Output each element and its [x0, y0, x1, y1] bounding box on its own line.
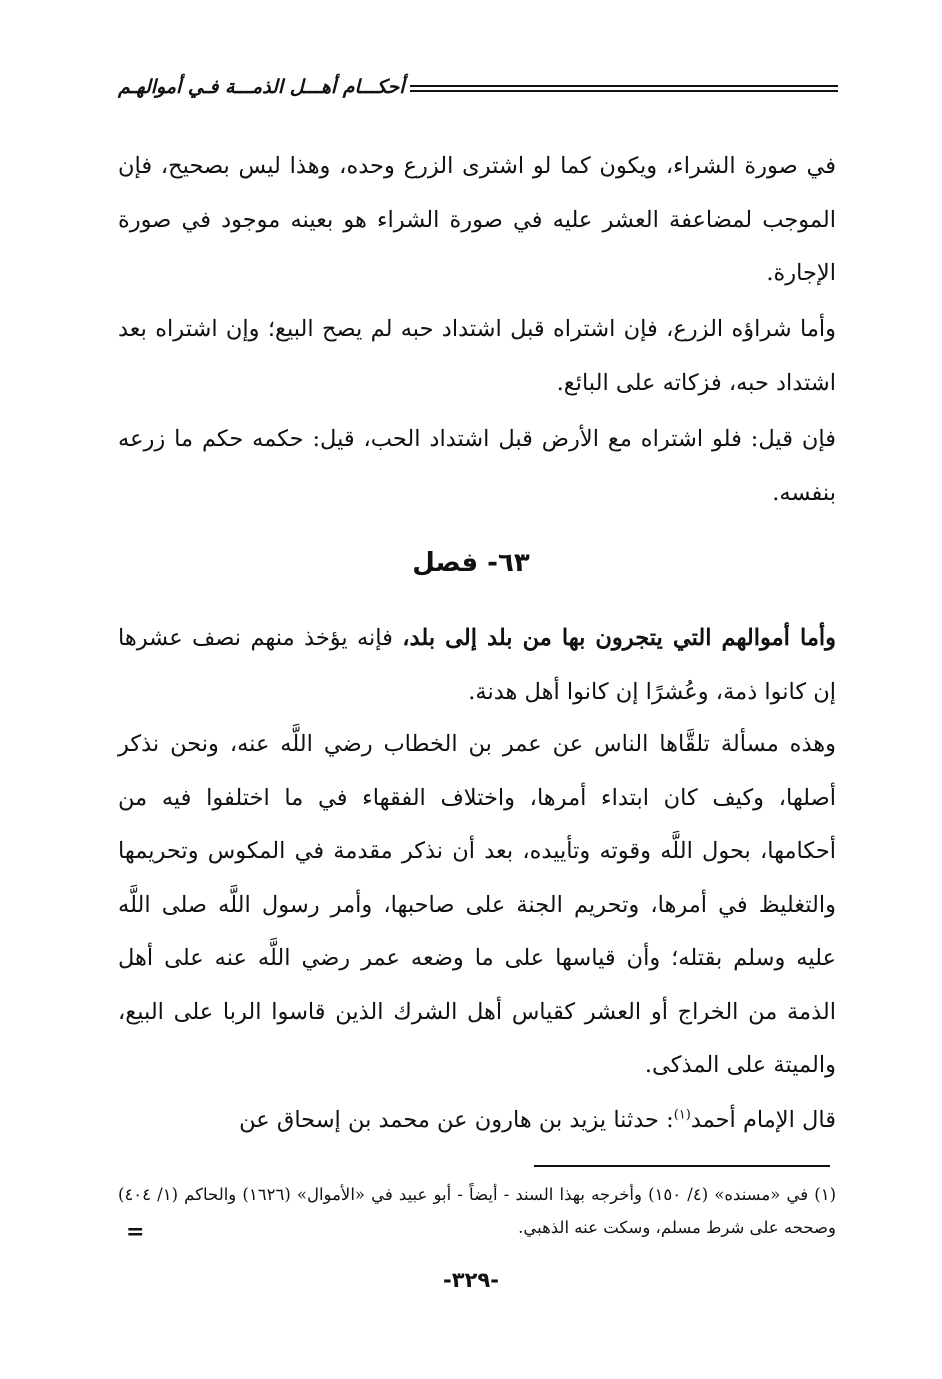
paragraph-3: فإن قيل: فلو اشتراه مع الأرض قبل اشتداد الحب، قيل: حكمه حكم ما زرعه بنفسه. [118, 426, 836, 506]
footnote-continuation-mark: = [126, 1219, 145, 1245]
running-header-title: أحكـــام أهـــل الذمـــة فـي أموالهـم [118, 76, 405, 98]
narration-paragraph [118, 1094, 836, 1148]
footnote-1: (١) في «مسنده» (٤/ ١٥٠) وأخرجه بهذا السند - أيضاً - أبو عبيد في «الأموال» (١٦٢٦) والحاكم (١/ ٤٠٤) وصححه على شرط مسلم، وسكت عنه الذهبي. [118, 1185, 836, 1237]
narration-chain: : حدثنا يزيد بن هارون عن محمد بن إسحاق عن [239, 1107, 674, 1133]
narration-intro: قال الإمام أحمد [690, 1107, 836, 1133]
footnote-reference[interactable]: (١) [673, 1107, 691, 1123]
running-header [118, 70, 838, 110]
matn-rest-text: فإنه يؤخذ منهم نصف عشرها إن كانوا ذمة، وعُشرًا إن كانوا أهل هدنة. [118, 625, 836, 705]
paragraph-1: في صورة الشراء، ويكون كما لو اشترى الزرع وحده، وهذا ليس بصحيح، فإن الموجب لمضاعفة العشر عليه في صورة الشراء هو بعينه موجود في صورة الإجارة. [118, 153, 836, 286]
page-number: -٣٢٩- [443, 1268, 499, 1292]
commentary-paragraph: وهذه مسألة تلقَّاها الناس عن عمر بن الخطاب رضي اللَّه عنه، ونحن نذكر أصلها، وكيف كان ابتداء أمرها، واختلاف الفقهاء في ما اختلفوا فيه من أحكامها، بحول اللَّه وقوته وتأييده، بعد أن نذكر مقدمة في المكوس وتحريمها والتغليظ في أمرها، وتحريم الجنة على صاحبها، وأمر رسول اللَّه صلى اللَّه عليه وسلم بقتله؛ وأن قياسها على ما وضعه عمر رضي اللَّه عنه على أهل الذمة من الخراج أو العشر كقياس أهل الشرك الذين قاسوا الربا على البيع، والميتة على المذكى. [118, 731, 836, 1078]
matn-bold-text: وأما أموالهم التي يتجرون بها من بلد إلى بلد، [402, 625, 836, 651]
paragraph-2: وأما شراؤه الزرع، فإن اشتراه قبل اشتداد حبه لم يصح البيع؛ وإن اشتراه بعد اشتداد حبه، فزكاته على البائع. [118, 316, 836, 396]
header-double-rule [410, 85, 838, 95]
footnote-separator [534, 1165, 830, 1167]
section-heading: ٦٣- فصل [412, 548, 530, 578]
matn-paragraph [118, 612, 836, 719]
